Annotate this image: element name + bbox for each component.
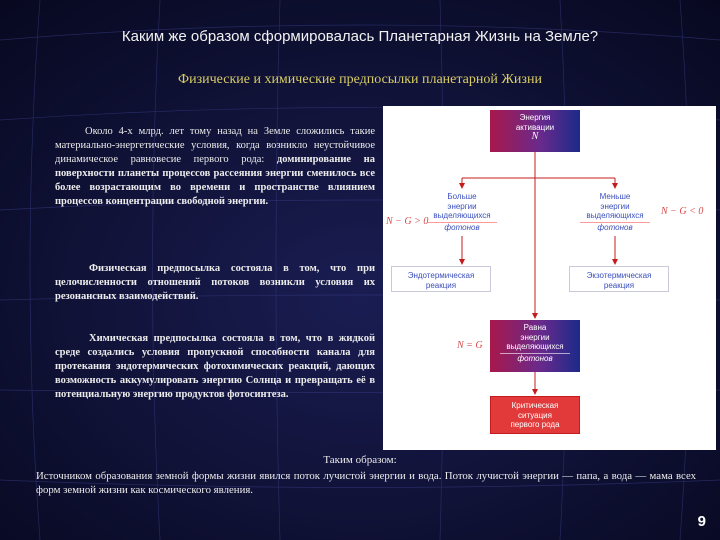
formula-n-equals-g: N = G — [457, 340, 483, 351]
activation-energy-line2: активации — [515, 122, 555, 132]
slide-subtitle: Физические и химические предпосылки планетарной Жизни — [178, 72, 542, 87]
less-energy-line4: фотонов — [597, 222, 633, 232]
endothermic-line1: Эндотермическая — [407, 271, 475, 280]
paragraph-origin-bold: доминирование на поверхности планеты процессов рассеяния энергии сменилось все более возрастающим во времени и пространстве влиянием процессов концентрации свободной энергии. — [55, 153, 375, 207]
more-energy-line3: выделяющихся — [433, 211, 491, 220]
less-energy-line1: Меньше — [599, 192, 631, 201]
activation-energy-box — [490, 110, 580, 152]
activation-energy-symbol: N — [531, 131, 539, 142]
paragraph-origin — [55, 125, 375, 208]
critical-line1: Критическая — [511, 401, 559, 410]
equal-energy-line4: фотонов — [517, 353, 553, 363]
conclusion-text: Источником образования земной формы жизни явился поток лучистой энергии и вода. Поток лучистой энергии — папа, а вода — мама всех форм земной жизни как космического явления. — [36, 470, 696, 496]
equal-energy-line1: Равна — [523, 323, 547, 332]
paragraph-physical: Физическая предпосылка состояла в том, что при целочисленности отношений потоков возникли условия их резонансных взаимодействий. — [55, 263, 375, 302]
more-energy-box — [419, 190, 505, 236]
more-energy-line4: фотонов — [444, 222, 480, 232]
less-energy-box — [572, 190, 658, 236]
critical-line3: первого рода — [510, 420, 560, 429]
equal-energy-box — [490, 320, 580, 372]
more-energy-line1: Больше — [447, 192, 477, 201]
critical-situation-box — [490, 396, 580, 434]
activation-energy-line1: Энергия — [519, 113, 551, 122]
energy-diagram — [383, 106, 716, 450]
exothermic-box — [569, 266, 669, 292]
equal-energy-line2: энергии — [520, 332, 550, 342]
exothermic-line1: Экзотермическая — [586, 271, 652, 280]
conclusion-heading: Таким образом: — [323, 454, 397, 466]
paragraph-origin-text: Около 4-х млрд. лет тому назад на Земле сложились такие материально-энергетические условия, когда возникло неустойчивое динамическое равновесие первого рода: — [55, 126, 375, 165]
endothermic-box — [391, 266, 491, 292]
critical-line2: ситуация — [518, 410, 552, 420]
less-energy-line2: энергии — [600, 201, 630, 211]
equal-energy-line3: выделяющихся — [506, 342, 564, 351]
more-energy-line2: энергии — [447, 201, 477, 211]
exothermic-line2: реакция — [603, 280, 635, 290]
slide-title: Каким же образом сформировалась Планетарная Жизнь на Земле? — [121, 28, 599, 45]
page-number: 9 — [697, 513, 706, 530]
formula-n-minus-g-positive: N − G > 0 — [386, 216, 429, 227]
paragraph-chemical: Химическая предпосылка состояла в том, что в жидкой среде создались условия пропускной способности канала для протекания эндотермических фотохимических реакций, дающих возможность аккумулировать энергию Солнца и превращать её в потенциальную энергию продуктов фотосинтеза. — [55, 333, 375, 400]
less-energy-line3: выделяющихся — [586, 211, 644, 220]
formula-n-minus-g-negative: N − G < 0 — [661, 206, 704, 217]
endothermic-line2: реакция — [425, 280, 457, 290]
